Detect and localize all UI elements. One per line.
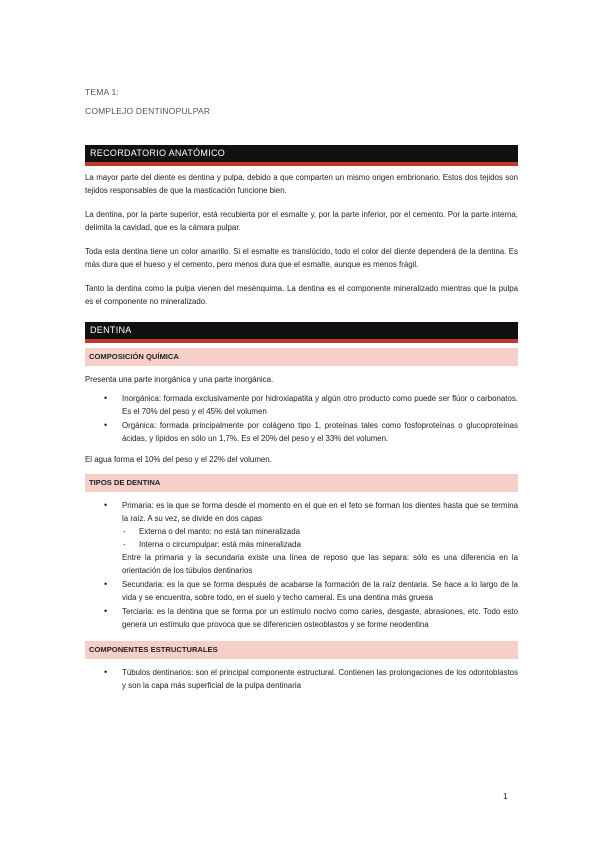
tema-label: TEMA 1: [85, 87, 119, 97]
document-header [85, 87, 210, 125]
section-heading-recordatorio: RECORDATORIO ANATÓMICO [85, 145, 518, 166]
tipos-list [85, 499, 518, 631]
subsection-heading-composicion: COMPOSICIÓN QUÍMICA [85, 348, 518, 366]
page-number: 1 [503, 791, 508, 801]
list-item-secundaria: • Secundaria: es la que se forma después de acabarse la formación de la raíz dentaria. Se hace a lo largo de la vida y se encuentra, sobre todo, en el suelo y techo cameral. Es una dentina más gruesa [85, 578, 518, 604]
list-item: • Orgánica: formada principalmente por colágeno tipo 1, proteínas tales como fosfoproteínas o glucoproteínas ácidas, y lípidos en sólo un 1,7%. Es el 20% del peso y el 33% del volumen. [85, 419, 518, 445]
document-title: COMPLEJO DENTINOPULPAR [85, 106, 211, 116]
list-item-terciaria: • Terciaria: es la dentina que se forma por un estímulo nocivo como caries, desgaste, abrasiones, etc. Todo esto genera un estímulo que provoca que se diferencien osteoblastos y se forme neodentina [85, 605, 518, 631]
componentes-list [85, 666, 518, 692]
list-item: • Túbulos dentinarios: son el principal componente estructural. Contienen las prolongaciones de los odontoblastos y son la capa más superficial de la pulpa dentinaria [85, 666, 518, 692]
list-item: • Inorgánica: formada exclusivamente por hidroxiapatita y algún otro producto como puede ser flúor o carbonatos. Es el 70% del peso y el 45% del volumen [85, 392, 518, 418]
primaria-text: Primaria: es la que se forma desde el momento en el que en el feto se forman los dientes hasta que se termina la raíz. A su vez, se divide en dos capas [122, 501, 518, 523]
paragraph: La dentina, por la parte superior, está recubierta por el esmalte y, por la parte inferior, por el cemento. Por la parte interna, delimita la cavidad, que es la cámara pulpar. [85, 210, 518, 232]
paragraph: Presenta una parte inorgánica y una parte inorgánica. [85, 375, 274, 384]
capas-list [122, 525, 518, 551]
document-body [85, 145, 518, 700]
composicion-list [85, 392, 518, 445]
paragraph: El agua forma el 10% del peso y el 22% del volumen. [85, 455, 272, 464]
primaria-note: Entre la primaria y la secundaria existe una línea de reposo que las separa: sólo es una diferencia en la orientación de los túbulos dentinarios [122, 553, 518, 575]
subsection-heading-componentes: COMPONENTES ESTRUCTURALES [85, 641, 518, 659]
paragraph: La mayor parte del diente es dentina y pulpa, debido a que comparten un mismo origen embrionario. Estos dos tejidos son tejidos responsables de que la masticación funcione bien. [85, 173, 518, 195]
list-item-primaria [85, 499, 518, 577]
subsection-heading-tipos: TIPOS DE DENTINA [85, 474, 518, 492]
list-item: - Externa o del manto: no está tan mineralizada [122, 525, 518, 538]
paragraph: Tanto la dentina como la pulpa vienen del mesénquima. La dentina es el componente mineralizado mientras que la pulpa es el componente no mineralizado. [85, 284, 518, 306]
paragraph: Toda esta dentina tiene un color amarillo. Si el esmalte es translúcido, todo el color del diente dependerá de la dentina. Es más dura que el hueso y el cemento, pero menos dura que el esmalte, aunque es menos frágil. [85, 247, 518, 269]
list-item: - Interna o circumpulpar: está más mineralizada [122, 538, 518, 551]
section-heading-dentina: DENTINA [85, 322, 518, 343]
